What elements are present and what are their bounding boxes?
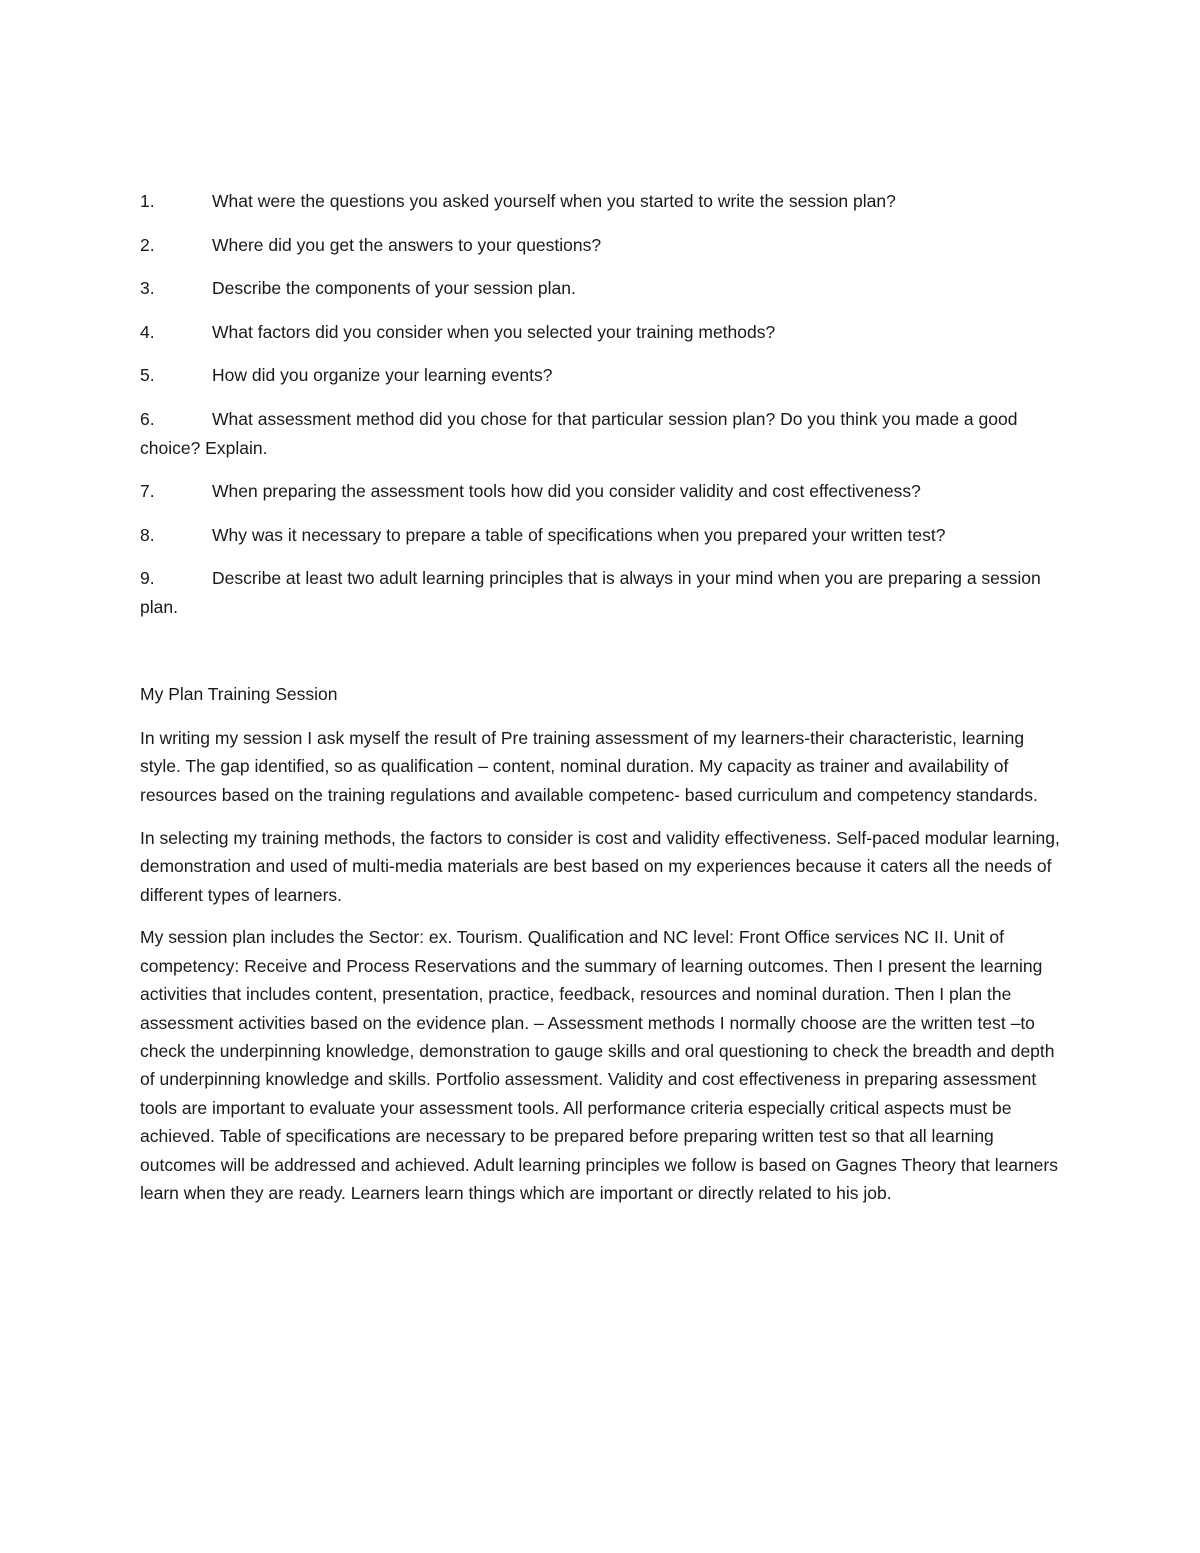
question-text: Describe at least two adult learning principles that is always in your mind when you are preparing a session plan. [140, 568, 1041, 617]
question-text: How did you organize your learning events? [212, 365, 553, 385]
question-number: 6. [140, 408, 155, 429]
question-text: Describe the components of your session plan. [212, 278, 576, 298]
question-text: Where did you get the answers to your questions? [212, 234, 602, 255]
body-paragraph: My session plan includes the Sector: ex. Tourism. Qualification and NC level: Front Office services NC II. Unit of competency: Receive and Process Reservations and the summary of learning outcomes. Then I present the learning activities that includes content, presentation, practice, feedback, resources and nominal duration. Then I plan the assessment activities based on the evidence plan. – Assessment methods I normally choose are the written test –to check the underpinning knowledge, demonstration to gauge skills and oral questioning to check the breadth and depth of underpinning knowledge and skills. Portfolio assessment. Validity and cost effectiveness in preparing assessment tools are important to evaluate your assessment tools. All performance criteria especially critical aspects must be achieved. Table of specifications are necessary to be prepared before preparing written test so that all learning outcomes will be addressed and achieved. Adult learning principles we follow is based on Gagnes Theory that learners learn when they are ready. Learners learn things which are important or directly related to his job. [140, 927, 1058, 1204]
question-item [140, 477, 1060, 506]
question-text: What assessment method did you chose for that particular session plan? Do you think you made a good choice? Explain. [140, 408, 1018, 458]
question-item [140, 274, 1060, 303]
question-number: 9. [140, 568, 155, 588]
question-list [140, 187, 1060, 622]
body-paragraph: In writing my session I ask myself the result of Pre training assessment of my learners-their characteristic, learning style. The gap identified, so as qualification – content, nominal duration. My capacity as trainer and availability of resources based on the training regulations and available competenc- based curriculum and competency standards. [140, 728, 1038, 805]
question-number: 4. [140, 321, 155, 342]
question-item [140, 405, 1060, 463]
question-number: 7. [140, 481, 155, 501]
question-number: 3. [140, 278, 155, 298]
body-paragraph: In selecting my training methods, the factors to consider is cost and validity effectiveness. Self-paced modular learning, demonstration and used of multi-media materials are best based on my experiences because it caters all the needs of different types of learners. [140, 827, 1060, 905]
question-text: What were the questions you asked yourself when you started to write the session plan? [212, 191, 896, 211]
question-item [140, 361, 1060, 390]
section-title: My Plan Training Session [140, 684, 338, 704]
question-text: When preparing the assessment tools how did you consider validity and cost effectiveness? [212, 481, 921, 501]
question-item [140, 564, 1060, 622]
question-number: 1. [140, 191, 155, 211]
question-number: 8. [140, 524, 155, 545]
question-text: What factors did you consider when you selected your training methods? [212, 321, 776, 342]
question-number: 2. [140, 234, 155, 255]
question-item [140, 187, 1060, 216]
question-number: 5. [140, 365, 155, 385]
question-item [140, 318, 1060, 347]
question-item [140, 521, 1060, 550]
question-item [140, 231, 1060, 260]
question-text: Why was it necessary to prepare a table of specifications when you prepared your written test? [212, 524, 946, 545]
